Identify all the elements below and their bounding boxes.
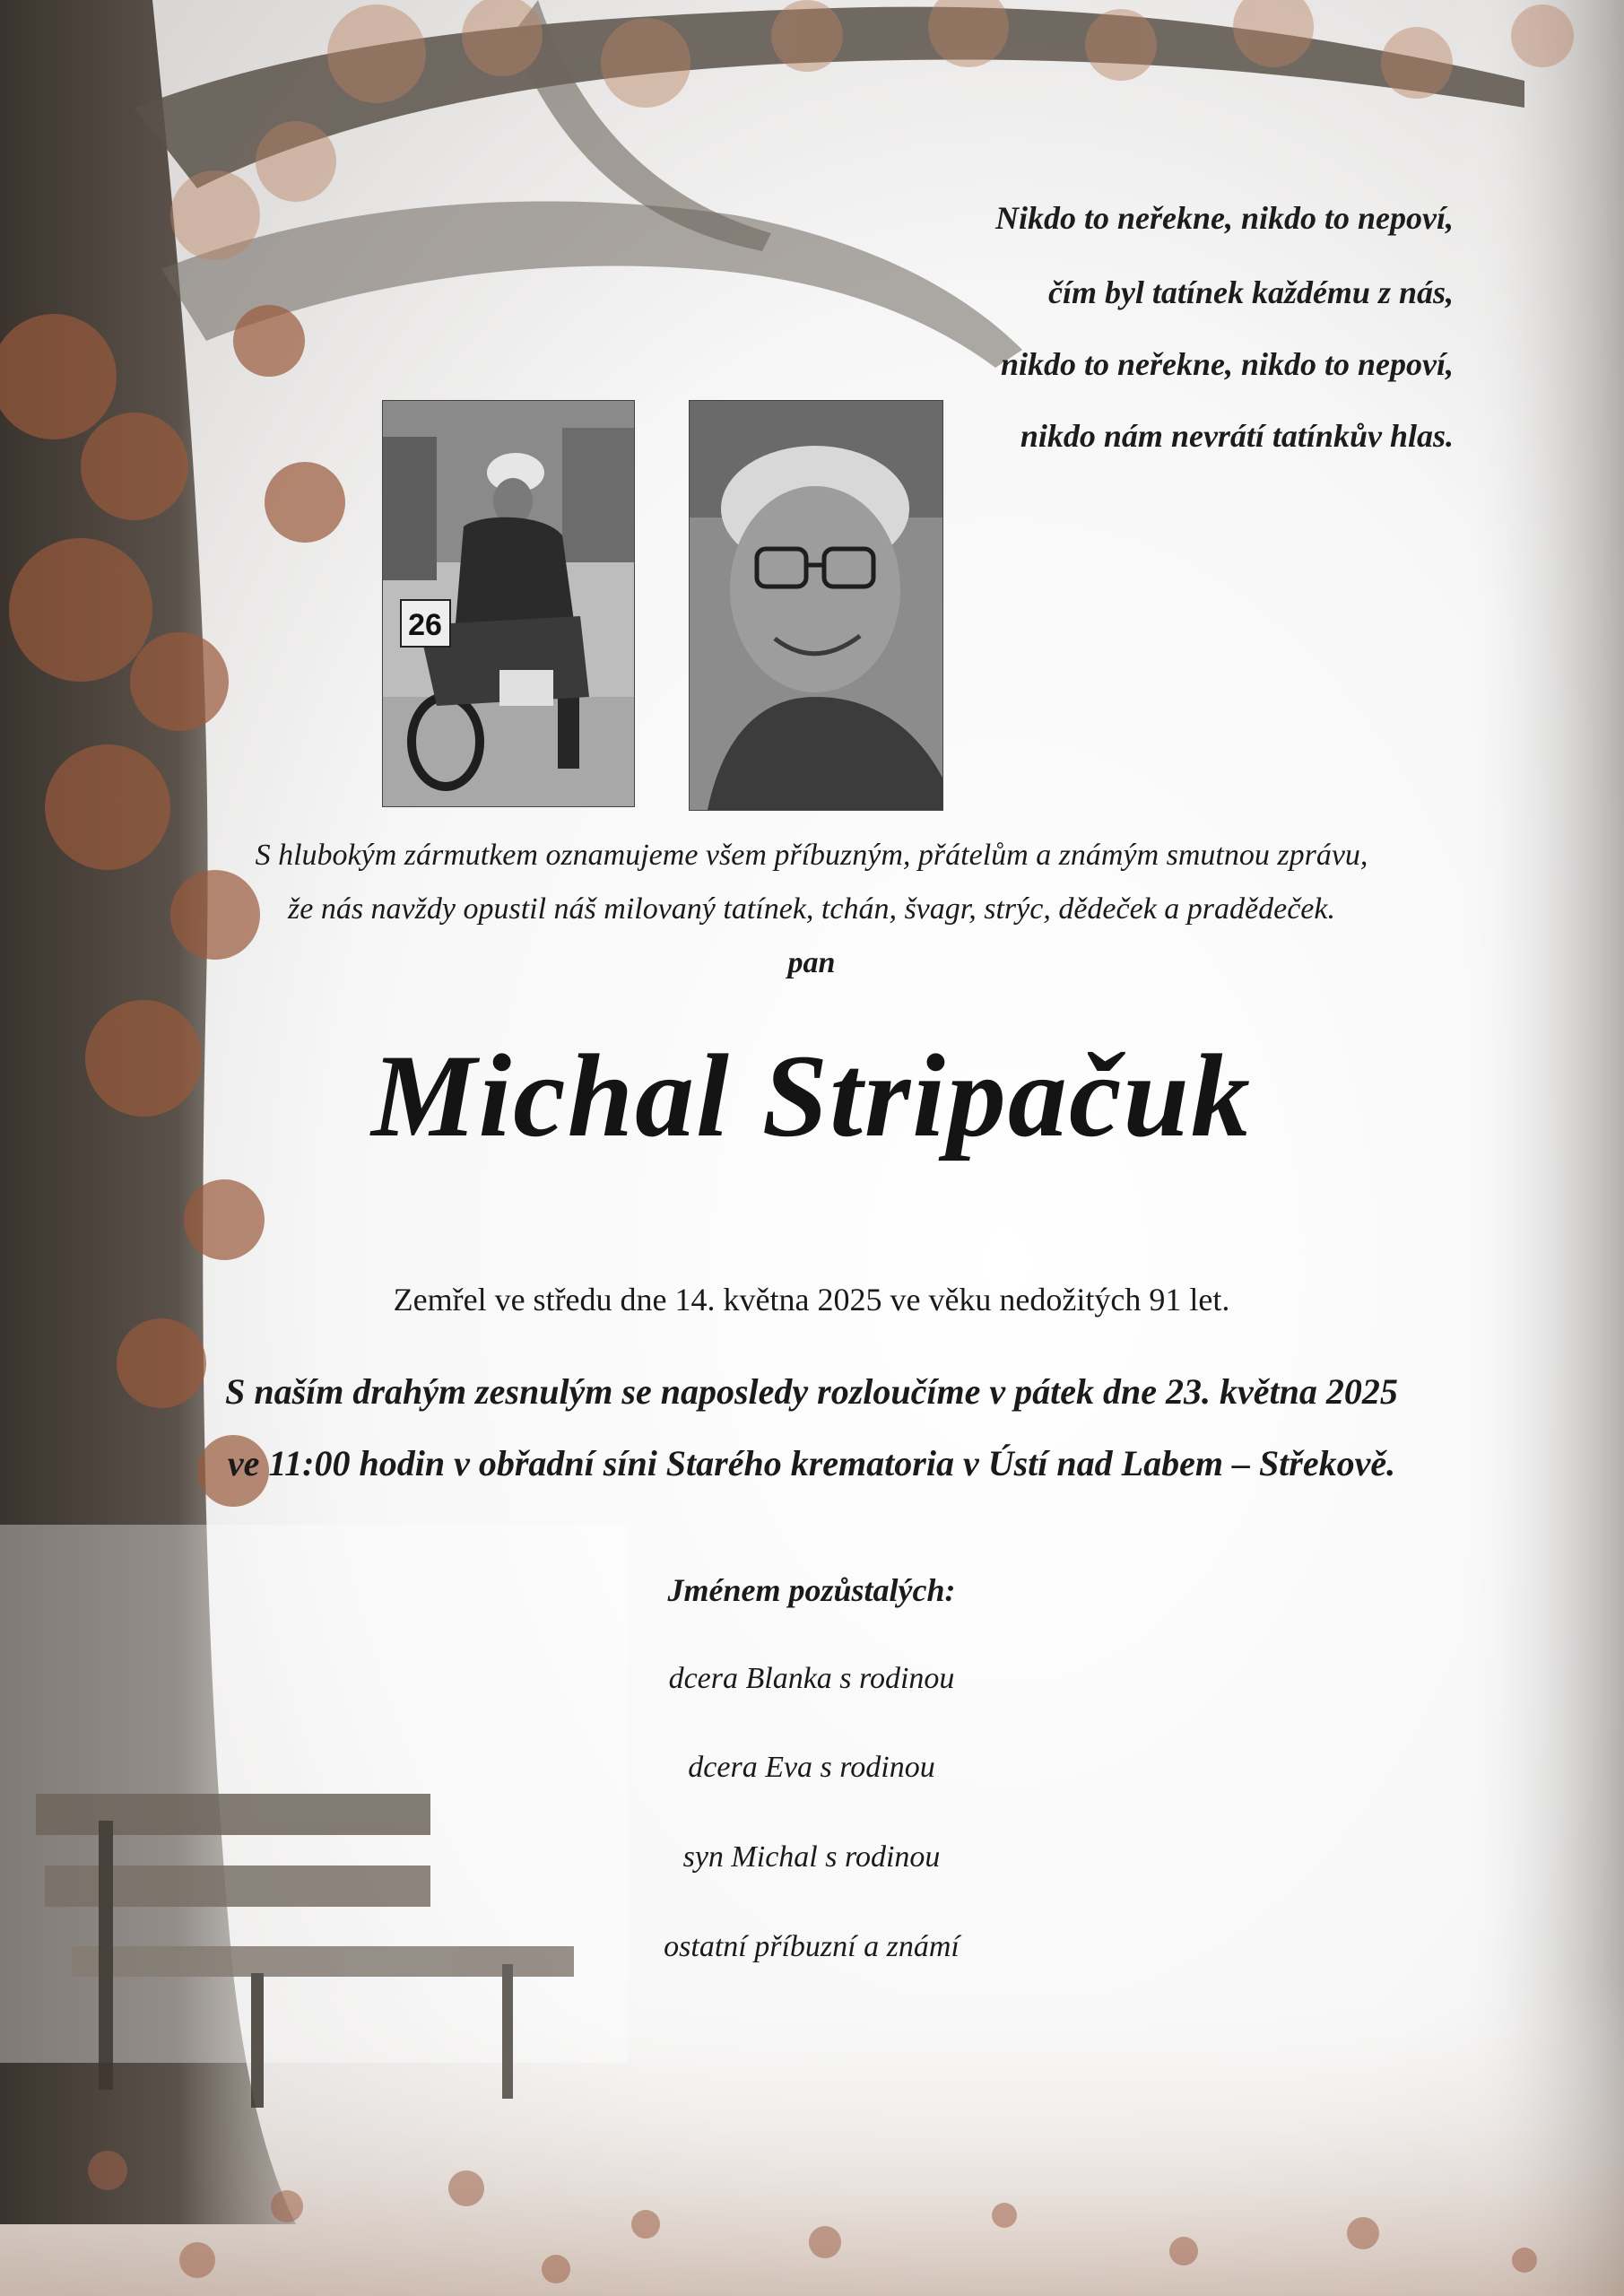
- ceremony-line-1: S naším drahým zesnulým se naposledy rozloučíme v pátek dne 23. května 2025: [225, 1371, 1398, 1412]
- poem-line-2: čím byl tatínek každému z nás,: [1047, 274, 1454, 310]
- mourner-item: dcera Eva s rodinou: [688, 1751, 935, 1784]
- honorific-pan: pan: [787, 946, 836, 979]
- photo-young-motorcycle: [382, 400, 635, 807]
- mourner-item: ostatní příbuzní a známí: [664, 1930, 960, 1963]
- ceremony-line-2: ve 11:00 hodin v obřadní síni Starého krematoria v Ústí nad Labem – Střekově.: [227, 1443, 1396, 1483]
- announcement-line-1: S hlubokým zármutkem oznamujeme všem příbuzným, přátelům a známým smutnou zprávu,: [255, 839, 1368, 872]
- poem-line-1: Nikdo to neřekne, nikdo to nepoví,: [995, 200, 1454, 236]
- announcement-line-2: že nás navždy opustil náš milovaný tatínek, tchán, švagr, strýc, dědeček a pradědeček.: [288, 892, 1335, 926]
- death-info: Zemřel ve středu dne 14. května 2025 ve věku nedožitých 91 let.: [393, 1282, 1230, 1318]
- poem-line-4: nikdo nám nevrátí tatínkův hlas.: [1020, 418, 1454, 454]
- photo-portrait: [689, 400, 943, 811]
- mourners-title: Jménem pozůstalých:: [667, 1572, 956, 1608]
- mourner-item: dcera Blanka s rodinou: [668, 1662, 955, 1695]
- deceased-name: Michal Stripačuk: [371, 1030, 1252, 1161]
- mourner-item: syn Michal s rodinou: [682, 1840, 941, 1874]
- race-number: 26: [408, 608, 442, 642]
- poem-line-3: nikdo to neřekne, nikdo to nepoví,: [1000, 346, 1454, 382]
